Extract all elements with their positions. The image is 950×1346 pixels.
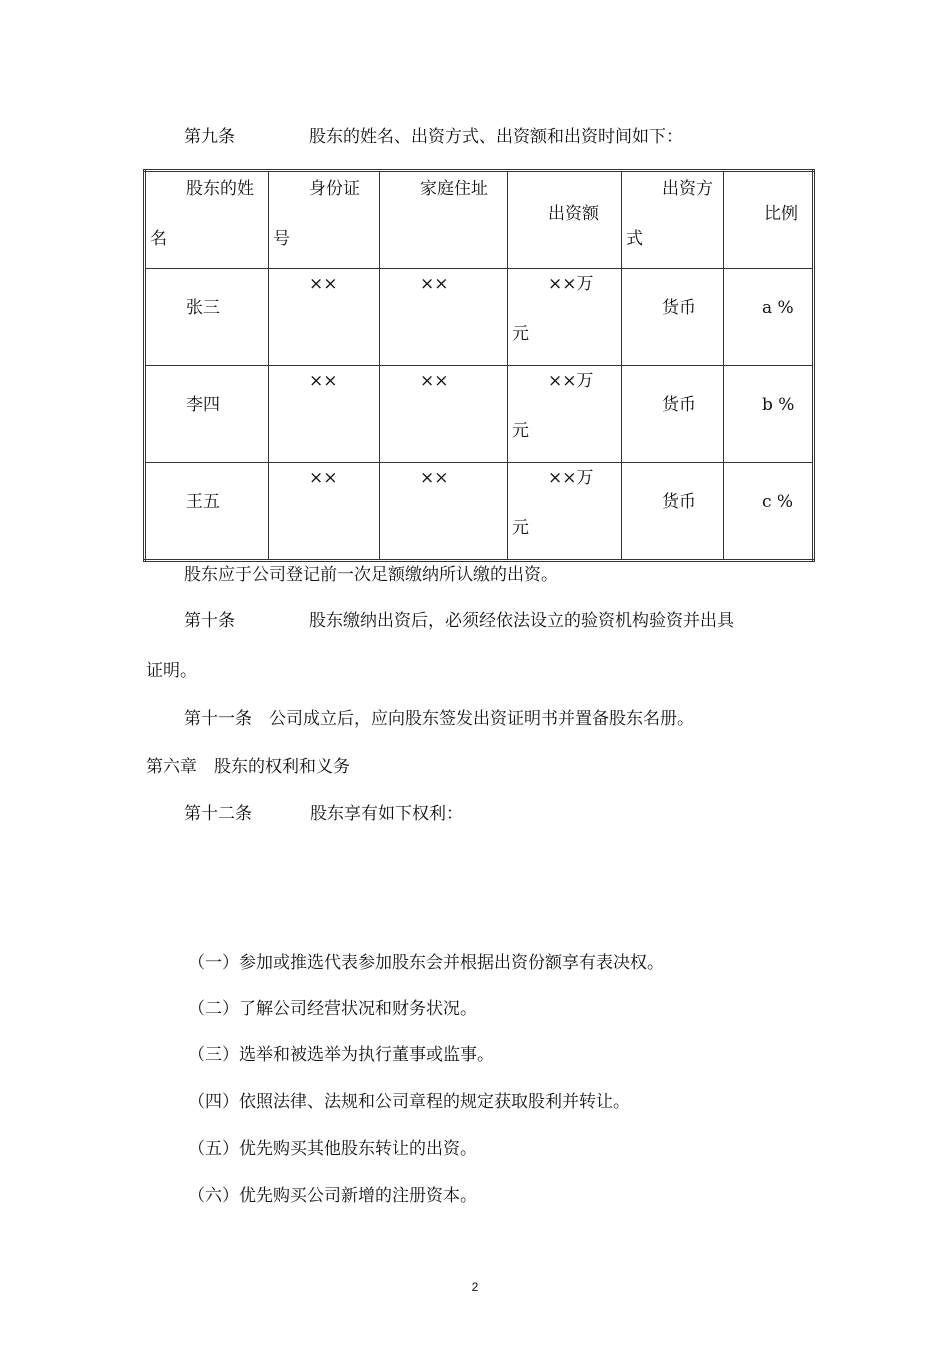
header-name: 股东的姓 名 [145,171,269,269]
shareholder-id: ×× [309,371,338,391]
article-10-label: 第十条 [184,611,235,631]
article-11-label: 第十一条 [184,709,252,729]
shareholder-amount-unit: 元 [512,518,529,538]
chapter-6-title: 股东的权利和义务 [214,757,350,777]
shareholder-id: ×× [309,468,338,488]
table-row [145,269,814,366]
header-id: 身份证 号 [269,171,380,269]
table-row [145,463,814,561]
article-10-continuation: 证明。 [146,661,197,681]
header-method: 出资方 式 [622,171,724,269]
shareholder-method: 货币 [662,298,696,318]
right-item-1: （一）参加或推选代表参加股东会并根据出资份额享有表决权。 [188,953,664,973]
shareholder-ratio: a % [762,298,794,318]
shareholder-name: 张三 [186,298,220,318]
right-item-5: （五）优先购买其他股东转让的出资。 [188,1139,477,1159]
shareholder-amount: ××万 [548,468,594,488]
chapter-6-heading [146,756,350,778]
article-12 [184,803,463,825]
right-item-6: （六）优先购买公司新增的注册资本。 [188,1186,477,1206]
shareholder-amount: ××万 [548,371,594,391]
shareholder-address: ×× [420,468,449,488]
shareholder-name: 王五 [186,492,220,512]
shareholder-address: ×× [420,371,449,391]
article-9-label: 第九条 [184,127,235,147]
shareholder-method: 货币 [662,395,696,415]
right-item-3: （三）选举和被选举为执行董事或监事。 [188,1045,494,1065]
article-10-text: 股东缴纳出资后，必须经依法设立的验资机构验资并出具 [309,611,734,631]
shareholder-amount: ××万 [548,274,594,294]
header-ratio: 比例 [724,171,814,269]
shareholder-method: 货币 [662,492,696,512]
shareholder-name: 李四 [186,395,220,415]
right-item-4: （四）依照法律、法规和公司章程的规定获取股利并转让。 [188,1092,630,1112]
shareholder-ratio: b % [762,395,795,415]
article-12-text: 股东享有如下权利： [310,804,463,824]
article-11 [184,708,694,730]
shareholder-ratio: c % [762,492,794,512]
shareholder-id: ×× [309,274,338,294]
shareholder-table [143,169,815,562]
page-number: 2 [471,1280,479,1294]
shareholder-amount-unit: 元 [512,421,529,441]
article-12-label: 第十二条 [184,804,252,824]
chapter-6-label: 第六章 [146,757,197,777]
article-10 [184,610,734,632]
shareholder-amount-unit: 元 [512,324,529,344]
article-11-text: 公司成立后，应向股东签发出资证明书并置备股东名册。 [269,709,694,729]
header-amount: 出资额 [508,171,622,269]
article-9-text: 股东的姓名、出资方式、出资额和出资时间如下： [309,127,683,147]
table-header-row [145,171,814,269]
shareholder-address: ×× [420,274,449,294]
payment-note: 股东应于公司登记前一次足额缴纳所认缴的出资。 [184,565,558,585]
right-item-2: （二）了解公司经营状况和财务状况。 [188,999,477,1019]
article-9 [184,126,683,148]
header-address: 家庭住址 [380,171,508,269]
table-row [145,366,814,463]
